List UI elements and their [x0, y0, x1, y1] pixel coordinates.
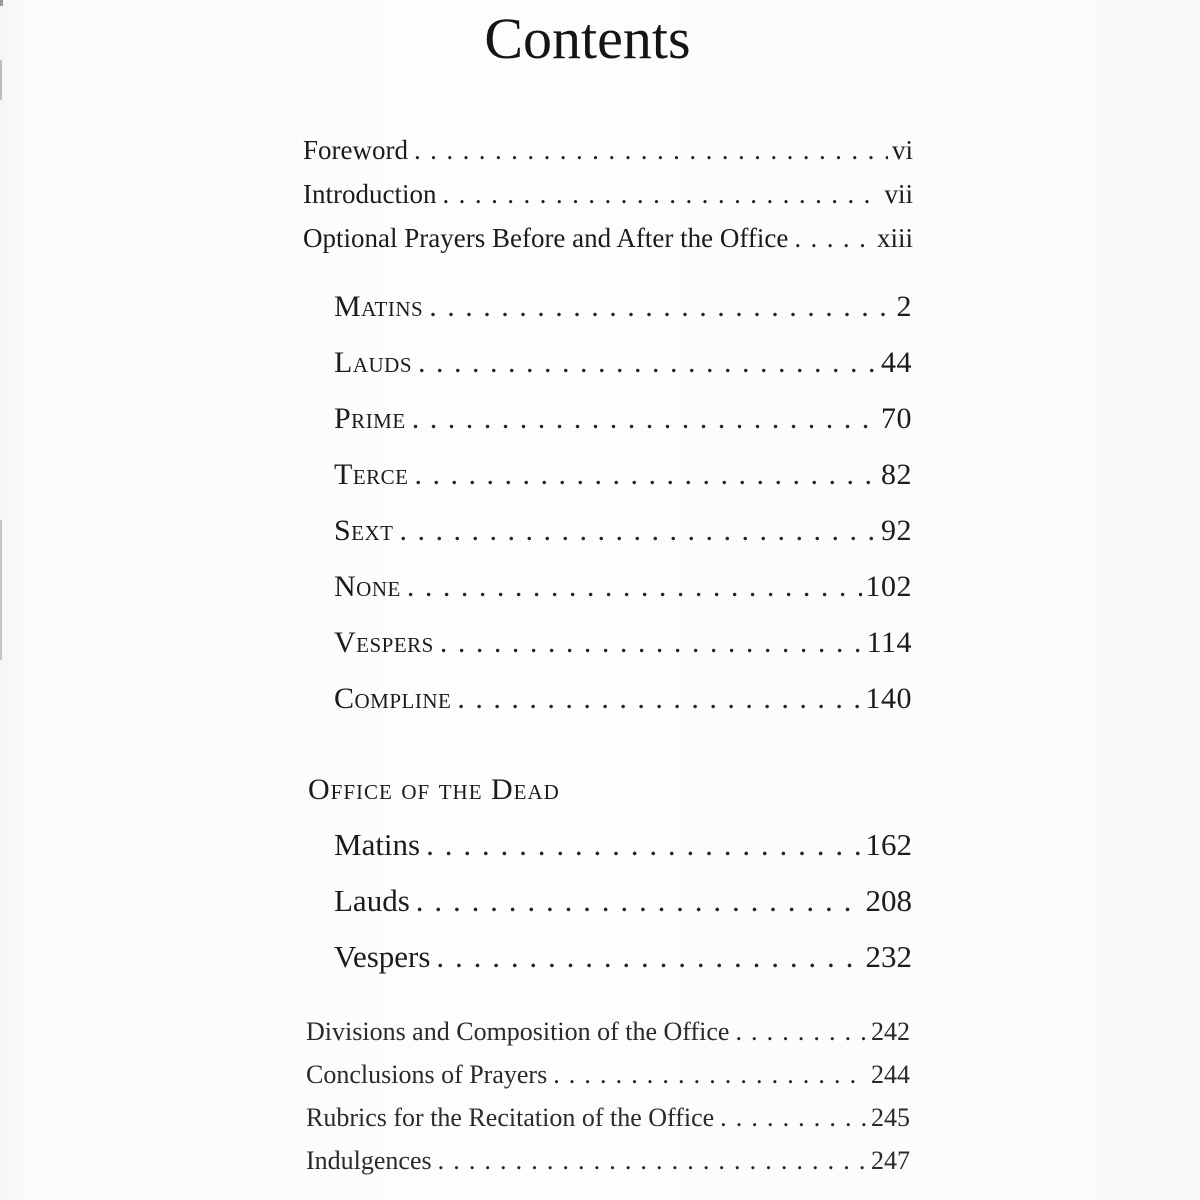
- toc-entry-page: 2: [896, 290, 912, 323]
- toc-entry-label: None: [334, 570, 401, 603]
- toc-entry-label: Lauds: [334, 346, 413, 379]
- dot-leader: [440, 623, 863, 663]
- toc-entry-page: vii: [884, 179, 913, 209]
- dot-leader: [794, 220, 873, 256]
- toc-entry-sext[interactable]: [334, 511, 912, 551]
- dot-leader: [429, 287, 892, 327]
- toc-entry-page: 208: [865, 883, 912, 918]
- toc-entry-compline[interactable]: [334, 679, 912, 719]
- toc-entry-indulgences[interactable]: [306, 1144, 910, 1178]
- toc-entry-page: xiii: [876, 223, 913, 253]
- toc-entry-page: 82: [881, 458, 912, 491]
- toc-entry-page: 102: [865, 570, 912, 603]
- toc-entry-page: 114: [866, 626, 912, 659]
- toc-entry-none[interactable]: [334, 567, 912, 607]
- page-edge-mark: [0, 520, 2, 660]
- dot-leader: [414, 132, 888, 168]
- toc-entry-introduction[interactable]: [303, 176, 913, 212]
- toc-entry-prime[interactable]: [334, 399, 912, 439]
- toc-entry-page: 242: [871, 1017, 910, 1046]
- dot-leader: [442, 176, 880, 212]
- toc-entry-page: 70: [881, 402, 912, 435]
- toc-entry-rubrics[interactable]: [306, 1101, 910, 1135]
- toc-entry-page: 247: [871, 1146, 910, 1175]
- toc-entry-label: Rubrics for the Recitation of the Office: [306, 1103, 715, 1132]
- dot-leader: [400, 511, 877, 551]
- toc-entry-dead-lauds[interactable]: [334, 881, 912, 921]
- toc-entry-vespers[interactable]: [334, 623, 912, 663]
- toc-entry-divisions[interactable]: [306, 1015, 910, 1049]
- dot-leader: [457, 679, 861, 719]
- toc-entry-label: Sext: [334, 514, 394, 547]
- page-title: Contents: [484, 6, 691, 71]
- toc-entry-terce[interactable]: [334, 455, 912, 495]
- toc-entry-lauds[interactable]: [334, 343, 912, 383]
- toc-entry-page: 232: [865, 939, 912, 974]
- toc-entry-label: Conclusions of Prayers: [306, 1060, 548, 1089]
- toc-entry-label: Prime: [334, 402, 406, 435]
- toc-entry-label: Optional Prayers Before and After the Office: [303, 223, 789, 253]
- toc-entry-label: Divisions and Composition of the Office: [306, 1017, 730, 1046]
- toc-entry-label: Indulgences: [306, 1146, 432, 1175]
- toc-entry-label: Matins: [334, 827, 421, 862]
- toc-entry-page: 44: [881, 346, 912, 379]
- dot-leader: [418, 343, 877, 383]
- dot-leader: [553, 1058, 867, 1092]
- toc-entry-page: 140: [865, 682, 912, 715]
- toc-entry-label: Introduction: [303, 179, 437, 209]
- toc-entry-optional-prayers[interactable]: [303, 220, 913, 256]
- toc-entry-label: Matins: [334, 290, 424, 323]
- toc-entry-label: Lauds: [334, 883, 410, 918]
- toc-entry-page: 244: [871, 1060, 910, 1089]
- dot-leader: [436, 937, 861, 977]
- toc-entry-label: Compline: [334, 682, 452, 715]
- toc-entry-label: Vespers: [334, 626, 434, 659]
- toc-entry-label: Foreword: [303, 135, 408, 165]
- toc-entry-page: 245: [871, 1103, 910, 1132]
- toc-entry-conclusions[interactable]: [306, 1058, 910, 1092]
- toc-entry-dead-vespers[interactable]: [334, 937, 912, 977]
- toc-entry-label: Terce: [334, 458, 409, 491]
- toc-entry-dead-matins[interactable]: [334, 825, 912, 865]
- section-heading-office-of-the-dead: Office of the Dead: [308, 773, 560, 806]
- toc-entry-label: Vespers: [334, 939, 431, 974]
- toc-entry-page: 92: [881, 514, 912, 547]
- dot-leader: [416, 881, 862, 921]
- dot-leader: [426, 825, 861, 865]
- dot-leader: [412, 399, 877, 439]
- dot-leader: [720, 1101, 867, 1135]
- toc-entry-matins[interactable]: [334, 287, 912, 327]
- toc-entry-foreword[interactable]: [303, 132, 913, 168]
- dot-leader: [415, 455, 878, 495]
- toc-entry-page: vi: [891, 135, 913, 165]
- dot-leader: [438, 1144, 867, 1178]
- toc-entry-page: 162: [865, 827, 912, 862]
- dot-leader: [735, 1015, 867, 1049]
- dot-leader: [407, 567, 862, 607]
